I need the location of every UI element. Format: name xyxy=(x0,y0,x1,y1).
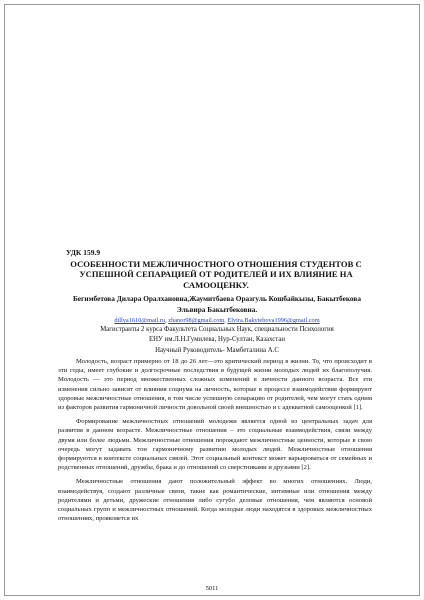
email-link-2[interactable]: zhanor98@gmail.com xyxy=(168,317,225,324)
affiliation xyxy=(66,325,368,344)
article-body xyxy=(58,357,372,529)
supervisor: Научный Руководитель- Мамбеталина А.С xyxy=(155,347,279,354)
authors: Бегимбетова Дилара Оралхановна,Жаумитбаева Оразгуль Кошбайкызы, Бакытбекова Эльвира Бакытбековна. xyxy=(72,294,361,314)
paragraph-2: Формирование межличностных отношений молодежи является одной из центральных задач для развития в данном возрасте. Межличностные отношения – это социальные взаимодействия, связи между двумя или более людьми. Межличностные отношения порождают межличностные ценности, которые в свою очередь могут задавать тон гармоничному развитию молодых людей. Межличностные отношения формируются в контексте социальных связей. Этот социальный контекст может варьироваться от семейных и родственных отношений, дружбы, брака и до отношений со сверстниками и друзьями [2]. xyxy=(58,418,372,472)
affiliation-line-2: ЕНУ им.Л.Н.Гумилева, Нур-Султан, Казахстан xyxy=(148,335,285,343)
article-title: ОСОБЕННОСТИ МЕЖЛИЧНОСТНОГО ОТНОШЕНИЯ СТУДЕНТОВ С УСПЕШНОЙ СЕПАРАЦИЕЙ ОТ РОДИТЕЛЕЙ И ИХ ВЛИЯНИЕ НА САМООЦЕНКУ. xyxy=(70,259,362,290)
page-number: 5011 xyxy=(205,585,219,592)
udk-code: УДК 159.9 xyxy=(66,248,101,257)
email-link-3[interactable]: Elvira.Bakytebova1996@gmail.com xyxy=(227,317,320,324)
email-link-1[interactable]: dillya1610@mail.ru xyxy=(114,317,166,324)
author-emails: dillya1610@mail.ru, zhanor98@gmail.com, Elvira.Bakytebova1996@gmail.com xyxy=(114,317,320,324)
paragraph-3: Межличностные отношения дают положительный эффект во многих отношениях. Люди, взаимодействуя, создают различные связи, такие как романтические, интимные или отношения между родителями и детьми, дружеские отношения либо сугубо деловые отношения, чем являются основой социальных групп и межличностных отношений. Когда молодые люди находятся в здоровых межличностных отношениях, проявляется их xyxy=(58,478,372,523)
affiliation-line-1: Магистранты 2 курса Факультета Социальных Наук, специальности Психология xyxy=(100,326,334,333)
paragraph-1: Молодость, возраст примерно от 18 до 26 лет—это критический период в жизни. То, что происходит в эти годы, имеет глубокие и долгосрочные последствия в будущей жизни молодых людей их благополучия. Молодость — это период множественных сложных изменений в личности данного возраста. Все эти изменения сильно зависят от влияния социума на личность, которые в процессе взаимодействия формируют здоровые межличностные отношения, в том числе успешную сепарацию от родителей, чем могут стать одним из факторов развития гармоничной личности довольной своей внешностью и с адекватной самооценкой [1]. xyxy=(58,358,372,412)
